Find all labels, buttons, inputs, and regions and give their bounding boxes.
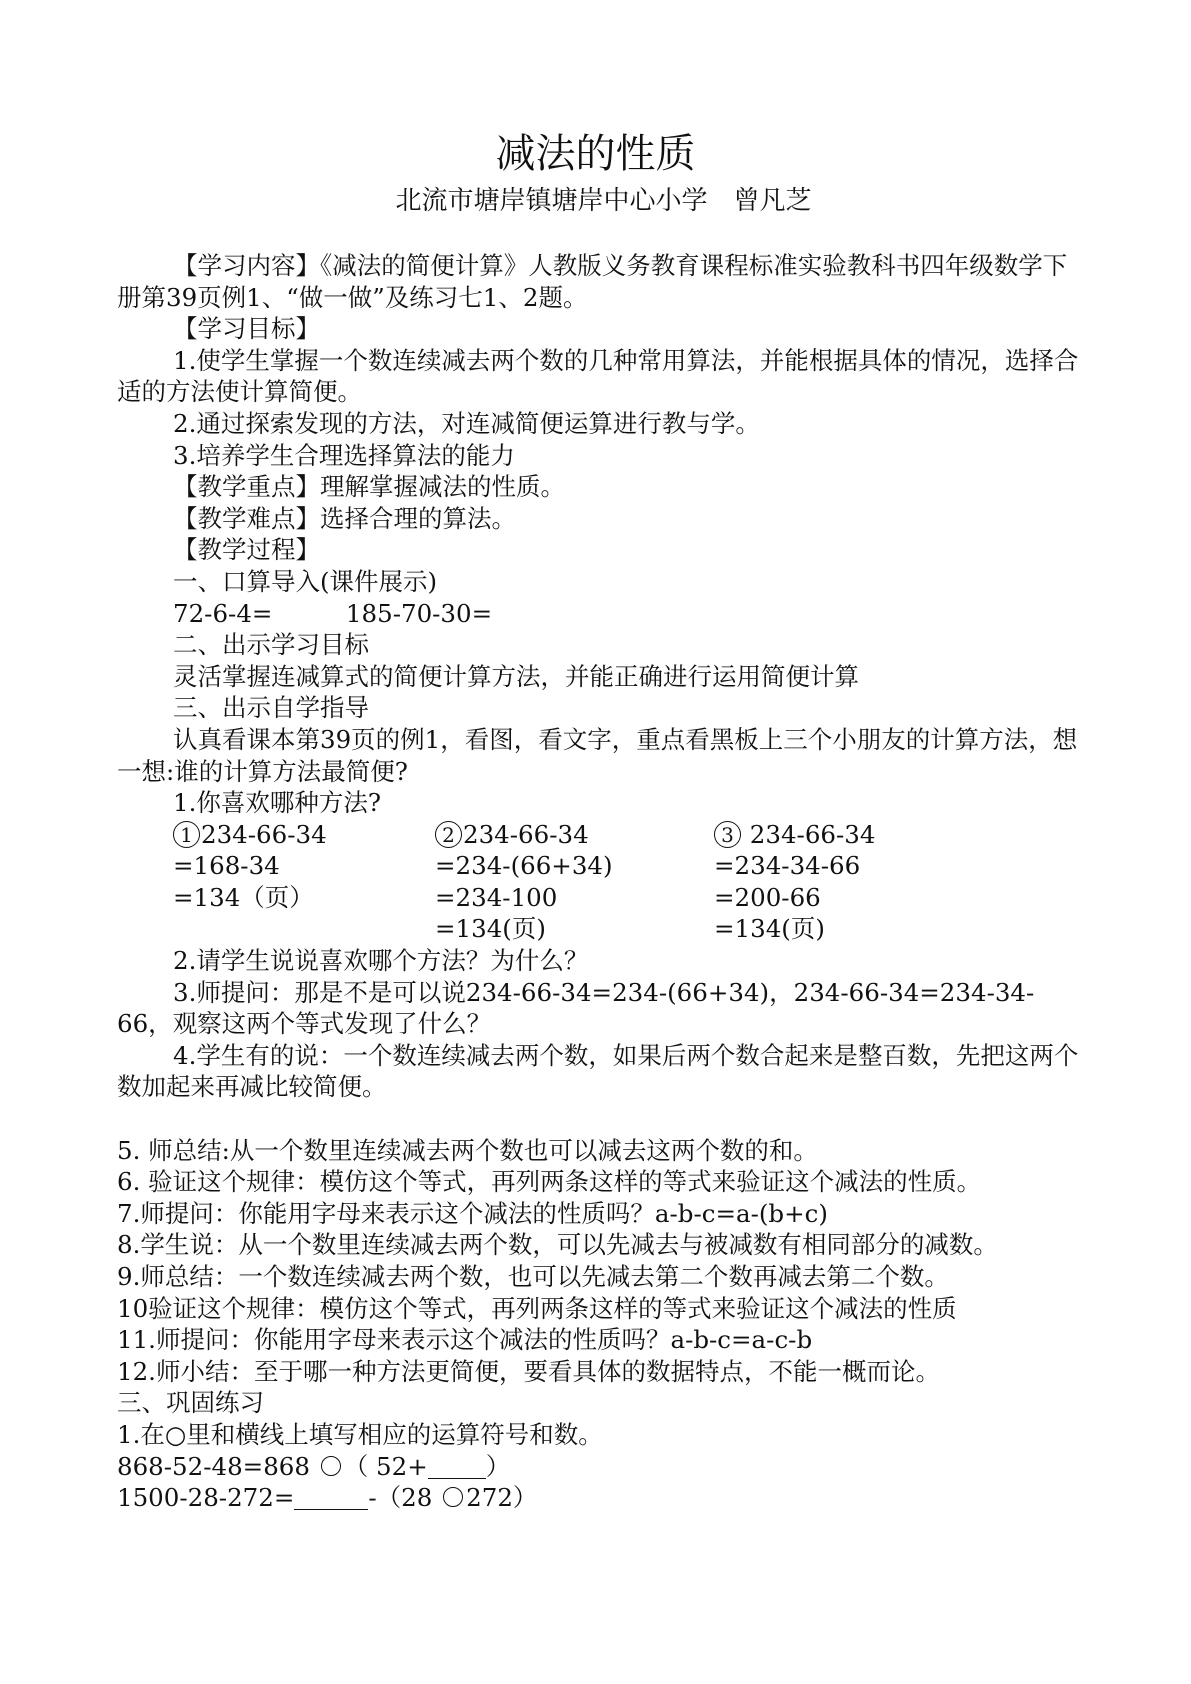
section-3-text: 认真看课本第39页的例1，看图，看文字，重点看黑板上三个小朋友的计算方法，想一想:谁的计算方法最简便? — [117, 724, 1078, 786]
practice-heading: 三、巩固练习 — [117, 1388, 264, 1418]
summary-8: 8.学生说：从一个数里连续减去两个数，可以先减去与被减数有相同部分的减数。 — [117, 1230, 998, 1260]
method-line: =234-34-66 — [714, 851, 861, 881]
section-2-text: 灵活掌握连减算式的简便计算方法，并能正确进行运用简便计算 — [173, 661, 859, 691]
method-line: =134(页) — [435, 914, 546, 944]
method-line: 2 234-66-34 — [435, 819, 613, 851]
question-1: 1.你喜欢哪种方法? — [173, 788, 382, 818]
circle-blank-icon — [443, 1487, 463, 1507]
oral-exercises: 72-6-4= 185-70-30= — [173, 598, 493, 628]
methods-block — [117, 819, 1083, 945]
fill-blank-line — [294, 1485, 368, 1510]
summary-7: 7.师提问：你能用字母来表示这个减法的性质吗？a-b-c=a-(b+c) — [117, 1198, 828, 1228]
document-body — [117, 250, 1083, 1514]
goal-2: 2.通过探索发现的方法，对连减简便运算进行教与学。 — [173, 408, 760, 438]
method-3 — [714, 819, 875, 945]
discussion-4: 4.学生有的说：一个数连续减去两个数，如果后两个数合起来是整百数，先把这两个数加起来再减比较简便。 — [117, 1040, 1079, 1102]
method-line: =134(页) — [714, 914, 825, 944]
process-heading: 【教学过程】 — [173, 535, 320, 565]
method-1 — [173, 819, 327, 914]
section-2-heading: 二、出示学习目标 — [173, 630, 369, 660]
document-title: 减法的性质 — [495, 131, 696, 177]
method-line: =234-(66+34) — [435, 851, 613, 881]
author-line: 北流市塘岸镇塘岸中心小学 曾凡芝 — [395, 186, 812, 216]
method-line: =134（页） — [173, 882, 314, 912]
goal-1: 1.使学生掌握一个数连续减去两个数的几种常用算法，并能根据具体的情况，选择合适的方法使计算简便。 — [117, 345, 1079, 407]
key-point: 【教学重点】理解掌握减法的性质。 — [173, 472, 565, 502]
method-line: =234-100 — [435, 882, 558, 912]
discussion-3: 3.师提问：那是不是可以说234-66-34=234-(66+34)，234-66-34=234-34-66，观察这两个等式发现了什么？ — [117, 977, 1035, 1039]
method-2 — [435, 819, 613, 945]
practice-question-1: 1.在○里和横线上填写相应的运算符号和数。 — [117, 1419, 603, 1449]
practice-equation-2: 1500-28-272= -（28 272） — [117, 1483, 538, 1513]
circled-number: 2 — [435, 821, 462, 848]
discussion-2: 2.请学生说说喜欢哪个方法？为什么？ — [173, 946, 589, 976]
summary-5: 5. 师总结:从一个数里连续减去两个数也可以减去这两个数的和。 — [117, 1135, 818, 1165]
circled-number: 1 — [173, 821, 200, 848]
summary-12: 12.师小结：至于哪一种方法更简便，要看具体的数据特点，不能一概而论。 — [117, 1356, 940, 1386]
summary-10: 10验证这个规律：模仿这个等式，再列两条这样的等式来验证这个减法的性质 — [117, 1293, 957, 1323]
learning-content: 【学习内容】《减法的简便计算》人教版义务教育课程标准实验教科书四年级数学下册第39页例1、“做一做”及练习七1、2题。 — [117, 251, 1068, 312]
circled-number: 3 — [714, 821, 741, 848]
method-line: =168-34 — [173, 851, 280, 881]
spacer — [117, 1103, 1083, 1135]
goal-3: 3.培养学生合理选择算法的能力 — [173, 440, 515, 470]
method-line: 1 234-66-34 — [173, 819, 327, 851]
method-line: =200-66 — [714, 882, 821, 912]
difficulty: 【教学难点】选择合理的算法。 — [173, 503, 516, 533]
practice-equation-1: 868-52-48=868 （ 52+ ） — [117, 1451, 511, 1481]
circle-blank-icon — [321, 1456, 341, 1476]
summary-9: 9.师总结：一个数连续减去两个数，也可以先减去第二个数再减去第二个数。 — [117, 1262, 949, 1292]
section-1-heading: 一、口算导入(课件展示) — [173, 566, 438, 596]
fill-blank-line — [428, 1454, 486, 1479]
section-3-heading: 三、出示自学指导 — [173, 693, 369, 723]
method-line: 3 234-66-34 — [714, 819, 875, 851]
goals-heading: 【学习目标】 — [173, 314, 320, 344]
summary-11: 11.师提问：你能用字母来表示这个减法的性质吗？a-b-c=a-c-b — [117, 1325, 813, 1355]
summary-6: 6. 验证这个规律：模仿这个等式，再列两条这样的等式来验证这个减法的性质。 — [117, 1167, 982, 1197]
